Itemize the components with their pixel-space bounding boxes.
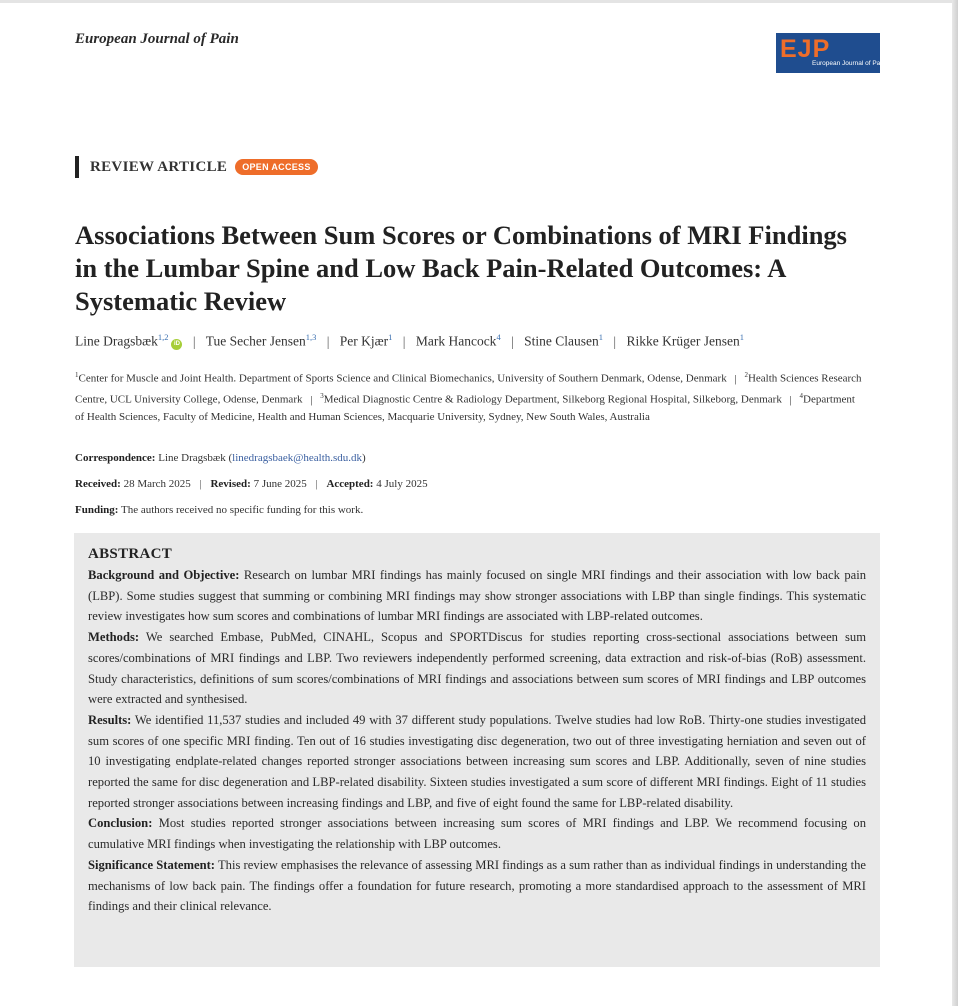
article-type-row: [75, 156, 318, 178]
author-separator: |: [511, 333, 514, 349]
affiliation-3: Medical Diagnostic Centre & Radiology Department, Silkeborg Regional Hospital, Silkeborg, Denmark: [323, 393, 782, 406]
methods-label: Methods:: [88, 630, 140, 645]
article-type-bar: [75, 156, 79, 178]
received-label: Received:: [75, 478, 121, 490]
conclusion-label: Conclusion:: [88, 816, 153, 831]
correspondence-name: Line Dragsbæk: [158, 452, 226, 464]
author-affiliation-sup: 1,3: [305, 332, 317, 342]
author-name[interactable]: Stine Clausen: [524, 333, 599, 349]
orcid-icon[interactable]: iD: [171, 339, 182, 350]
journal-logo[interactable]: [776, 33, 886, 73]
affiliations: [75, 367, 865, 427]
date-separator: |: [315, 478, 318, 490]
article-title: Associations Between Sum Scores or Combinations of MRI Findings in the Lumbar Spine and Low Back Pain-Related Outcomes: A Systematic Review: [75, 220, 847, 316]
correspondence-label: Correspondence:: [75, 452, 156, 464]
revised-label: Revised:: [210, 478, 251, 490]
abstract-heading: ABSTRACT: [88, 546, 173, 562]
abstract-results: [88, 710, 866, 814]
open-access-badge[interactable]: OPEN ACCESS: [235, 159, 317, 175]
correspondence-email[interactable]: linedragsbaek@health.sdu.dk: [232, 452, 363, 464]
affiliation-4: Department of Health Sciences, Faculty of Medicine, Health and Human Sciences, Macquarie University, Sydney, New South Wales, Australia: [75, 393, 855, 424]
logo-letters: EJP: [780, 35, 831, 63]
significance-label: Significance Statement:: [88, 857, 215, 872]
author-separator: |: [613, 333, 617, 349]
page-edge-right: [952, 0, 958, 1006]
author-affiliation-sup: 1: [598, 332, 604, 342]
author-name[interactable]: Rikke Krüger Jensen: [626, 333, 740, 349]
author-separator: |: [402, 333, 406, 349]
author-list: [75, 332, 895, 350]
abstract-content: [88, 545, 866, 917]
author-name[interactable]: Line Dragsbæk: [75, 333, 158, 349]
background-text: Research on lumbar MRI findings has mainly focused on single MRI findings and their association with low back pain (LBP). Some studies suggest that summing or combining MRI findings may show stronger associations with LBP than single findings. This systematic review investigates how sum scores and combinations of lumbar MRI findings are associated with LBP-related outcomes.: [88, 568, 866, 624]
significance-text: This review emphasises the relevance of assessing MRI findings as a sum rather than as individual findings in understanding the mechanisms of low back pain. The findings offer a foundation for future research, promoting a more standardised approach to the assessment of MRI findings and their clinical relevance.: [88, 857, 867, 914]
affiliation-separator: |: [789, 393, 792, 406]
author-affiliation-sup: 1: [739, 332, 744, 342]
funding-text: The authors received no specific funding for this work.: [120, 504, 364, 516]
affiliation-2: Health Sciences Research Centre, UCL University College, Odense, Denmark: [75, 372, 862, 406]
accepted-date: 4 July 2025: [376, 478, 428, 490]
affiliation-separator: |: [310, 393, 313, 406]
funding-label: Funding:: [75, 504, 119, 516]
affiliation-separator: |: [734, 372, 737, 385]
received-date: 28 March 2025: [123, 478, 191, 490]
journal-name: European Journal of Pain: [75, 31, 239, 47]
affiliation-1: Center for Muscle and Joint Health. Department of Sports Science and Clinical Biomechanics, University of Southern Denmark, Odense, Denmark: [78, 372, 727, 385]
page-edge-top: [0, 0, 958, 3]
correspondence-line: Correspondence: Line Dragsbæk (linedragsbaek@health.sdu.dk): [75, 452, 366, 464]
author-name[interactable]: Mark Hancock: [415, 333, 497, 349]
affiliation-sup: 4: [799, 392, 804, 401]
abstract-conclusion: [88, 813, 866, 854]
methods-text: We searched Embase, PubMed, CINAHL, Scopus and SPORTDiscus for studies reporting cross-sectional associations between sum scores/combinations of MRI findings and LBP. Two reviewers independently performed screening, data extraction and risk-of-bias (RoB) assessment. Study characteristics, definitions of sum scores/combinations of MRI findings and associations between sum scores of MRI findings and LBP outcomes were extracted and synthesised.: [88, 630, 866, 707]
results-text: We identified 11,537 studies and included 49 with 37 different study populations. Twelve studies had low RoB. Thirty-one studies investigated sum scores of one specific MRI finding. Ten out of 16 studies investigating disc degeneration, two out of three investigating herniation and seven out of 10 investigating endplate-related changes reported stronger associations between increasing sum scores and LBP. Additionally, seven of nine studies reported the same for disc degeneration and LBP-related disability. Sixteen studies investigated a sum score of different MRI findings. Eight of 11 studies reported stronger associations between increasing findings and LBP, and five of eight found the same for LBP-related disability.: [88, 712, 867, 810]
revised-date: 7 June 2025: [253, 478, 307, 490]
background-label: Background and Objective:: [88, 568, 240, 582]
article-type: REVIEW ARTICLE: [90, 158, 228, 175]
author-affiliation-sup: 1,2: [157, 332, 169, 342]
abstract-significance: [88, 855, 866, 917]
abstract-box: [74, 533, 880, 967]
results-label: Results:: [88, 712, 132, 727]
affiliation-sup: 1: [75, 371, 79, 379]
author-name[interactable]: Tue Secher Jensen: [205, 333, 306, 349]
author-separator: |: [192, 333, 196, 349]
dates-line: [75, 478, 428, 490]
author-name[interactable]: Per Kjær: [339, 333, 389, 349]
author-affiliation-sup: 1: [388, 332, 393, 342]
accepted-label: Accepted:: [326, 478, 374, 490]
date-separator: |: [199, 478, 202, 490]
logo-subtitle: European Journal of Pain: [812, 60, 886, 67]
abstract-methods: [88, 627, 866, 710]
abstract-background: [88, 565, 866, 627]
affiliation-sup: 2: [744, 371, 748, 379]
author-separator: |: [326, 333, 330, 349]
affiliation-sup: 3: [320, 392, 324, 401]
author-affiliation-sup: 4: [496, 332, 501, 342]
conclusion-text: Most studies reported stronger associations between increasing sum scores of MRI findings and LBP. We recommend focusing on cumulative MRI findings when investigating the relationship with LBP outcomes.: [88, 816, 866, 852]
funding-line: [75, 504, 363, 516]
